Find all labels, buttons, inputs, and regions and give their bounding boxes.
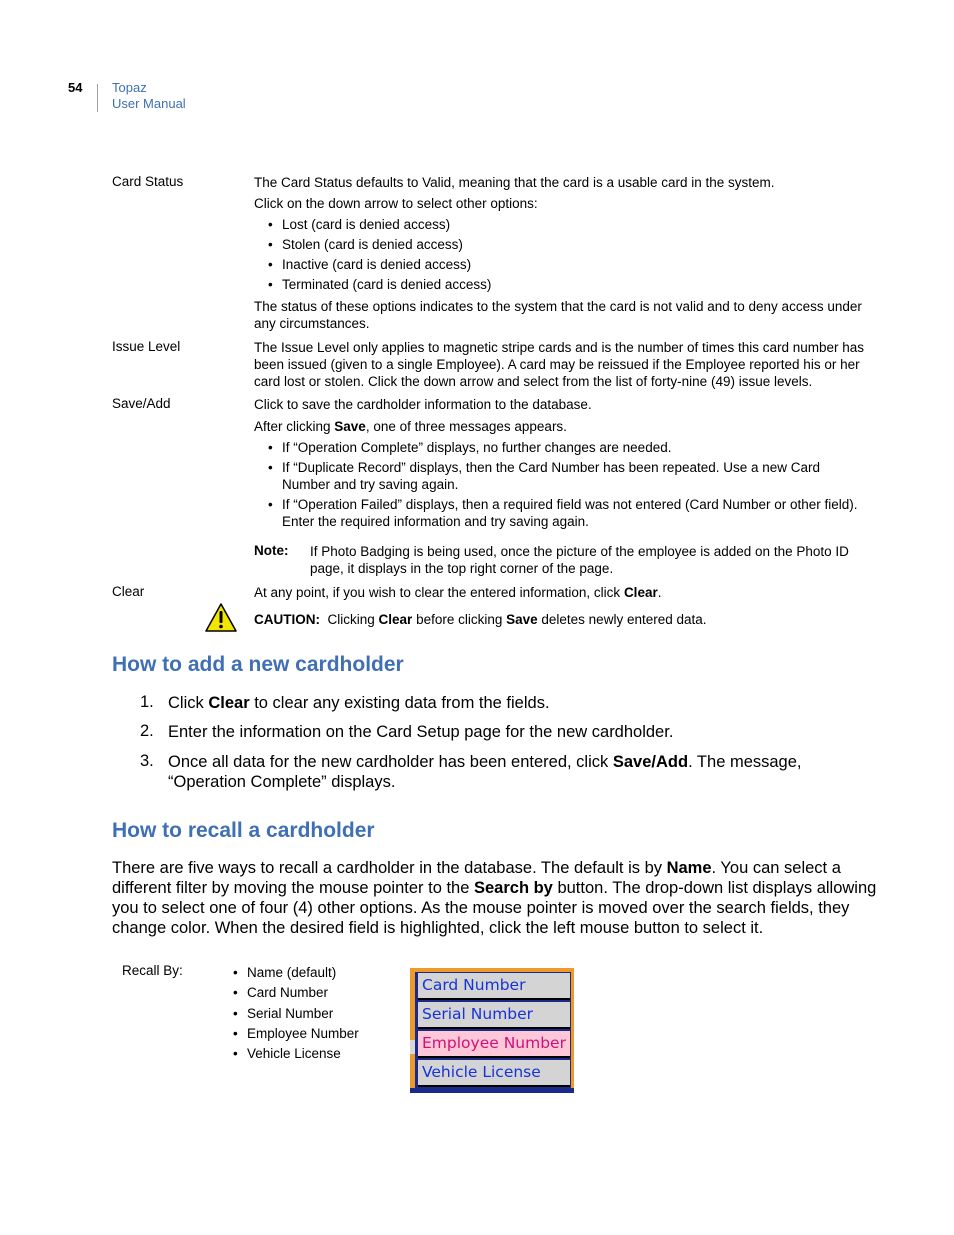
list-item: • Name (default) bbox=[233, 963, 403, 983]
term-save-add: Save/Add bbox=[112, 396, 171, 411]
header-divider bbox=[97, 84, 98, 112]
caution-text: CAUTION: Clicking Clear before clicking Save deletes newly entered data. bbox=[254, 612, 707, 627]
search-by-dropdown-screenshot bbox=[410, 968, 574, 1093]
card-status-desc-1: The Card Status defaults to Valid, meaning that the card is a usable card in the system. bbox=[254, 175, 775, 190]
card-status-desc-2: Click on the down arrow to select other options: bbox=[254, 196, 538, 211]
list-item: • Inactive (card is denied access) bbox=[268, 256, 868, 273]
step-number: 2. bbox=[140, 722, 154, 740]
recall-options-list bbox=[233, 963, 403, 1064]
list-item: • If “Operation Failed” displays, then a required field was not entered (Card Number or other field). Enter the required information and try saving again. bbox=[268, 496, 868, 530]
step-1-text: Click Clear to clear any existing data from the fields. bbox=[168, 694, 550, 712]
save-add-messages bbox=[268, 439, 868, 530]
dropdown-list bbox=[415, 972, 571, 1088]
dropdown-item-card-number[interactable]: Card Number bbox=[418, 973, 570, 1000]
clear-desc: At any point, if you wish to clear the entered information, click Clear. bbox=[254, 585, 662, 600]
step-number: 1. bbox=[140, 693, 154, 711]
caution-warning-icon bbox=[205, 603, 237, 632]
save-add-desc-2: After clicking Save, one of three messages appears. bbox=[254, 419, 567, 434]
step-number: 3. bbox=[140, 752, 154, 770]
save-add-desc-1: Click to save the cardholder information to the database. bbox=[254, 397, 592, 412]
term-issue-level: Issue Level bbox=[112, 339, 181, 354]
list-item: • Stolen (card is denied access) bbox=[268, 236, 868, 253]
step-2-text: Enter the information on the Card Setup page for the new cardholder. bbox=[168, 723, 674, 741]
list-item: • Lost (card is denied access) bbox=[268, 216, 868, 233]
product-name: Topaz bbox=[112, 80, 147, 95]
list-item: • Serial Number bbox=[233, 1004, 403, 1024]
list-item: • Card Number bbox=[233, 983, 403, 1003]
dropdown-item-vehicle-license[interactable]: Vehicle License bbox=[418, 1060, 570, 1087]
dropdown-item-employee-number[interactable]: Employee Number bbox=[418, 1031, 570, 1058]
recall-by-label: Recall By: bbox=[122, 963, 183, 978]
list-item: • Employee Number bbox=[233, 1024, 403, 1044]
dropdown-bottom-strip bbox=[410, 1088, 574, 1093]
list-item: • Vehicle License bbox=[233, 1044, 403, 1064]
card-status-desc-3: The status of these options indicates to the system that the card is not valid and to deny access under any circumstances. bbox=[254, 299, 862, 331]
list-item: • If “Duplicate Record” displays, then the Card Number has been repeated. Use a new Card Number and try saving again. bbox=[268, 459, 868, 493]
heading-recall-cardholder: How to recall a cardholder bbox=[112, 819, 375, 842]
issue-level-desc: The Issue Level only applies to magnetic stripe cards and is the number of times this card number has been issued (given to a single Employee). A card may be reissued if the Employee reported his or her card lost or stolen. Click the down arrow and select from the list of forty-nine (49) issue levels. bbox=[254, 340, 865, 389]
running-header bbox=[112, 80, 186, 112]
page-number: 54 bbox=[68, 80, 83, 95]
term-card-status: Card Status bbox=[112, 174, 184, 189]
step-3-text: Once all data for the new cardholder has been entered, click Save/Add. The message, “Operation Complete” displays. bbox=[168, 753, 802, 791]
dropdown-item-serial-number[interactable]: Serial Number bbox=[418, 1002, 570, 1029]
heading-add-cardholder: How to add a new cardholder bbox=[112, 653, 404, 676]
term-clear: Clear bbox=[112, 584, 145, 599]
list-item: • If “Operation Complete” displays, no further changes are needed. bbox=[268, 439, 868, 456]
note-label: Note: bbox=[254, 543, 289, 558]
recall-paragraph: There are five ways to recall a cardholder in the database. The default is by Name. You can select a different filter by moving the mouse pointer to the Search by button. The drop-down list displays allowing you to select one of four (4) other options. As the mouse pointer is moved over the search fields, they change color. When the desired field is highlighted, click the left mouse button to select it. bbox=[112, 859, 877, 937]
list-item: • Terminated (card is denied access) bbox=[268, 276, 868, 293]
note-text: If Photo Badging is being used, once the picture of the employee is added on the Photo ID page, it displays in the top right corner of the page. bbox=[310, 544, 849, 576]
manual-name: User Manual bbox=[112, 96, 186, 111]
card-status-options bbox=[268, 216, 868, 293]
